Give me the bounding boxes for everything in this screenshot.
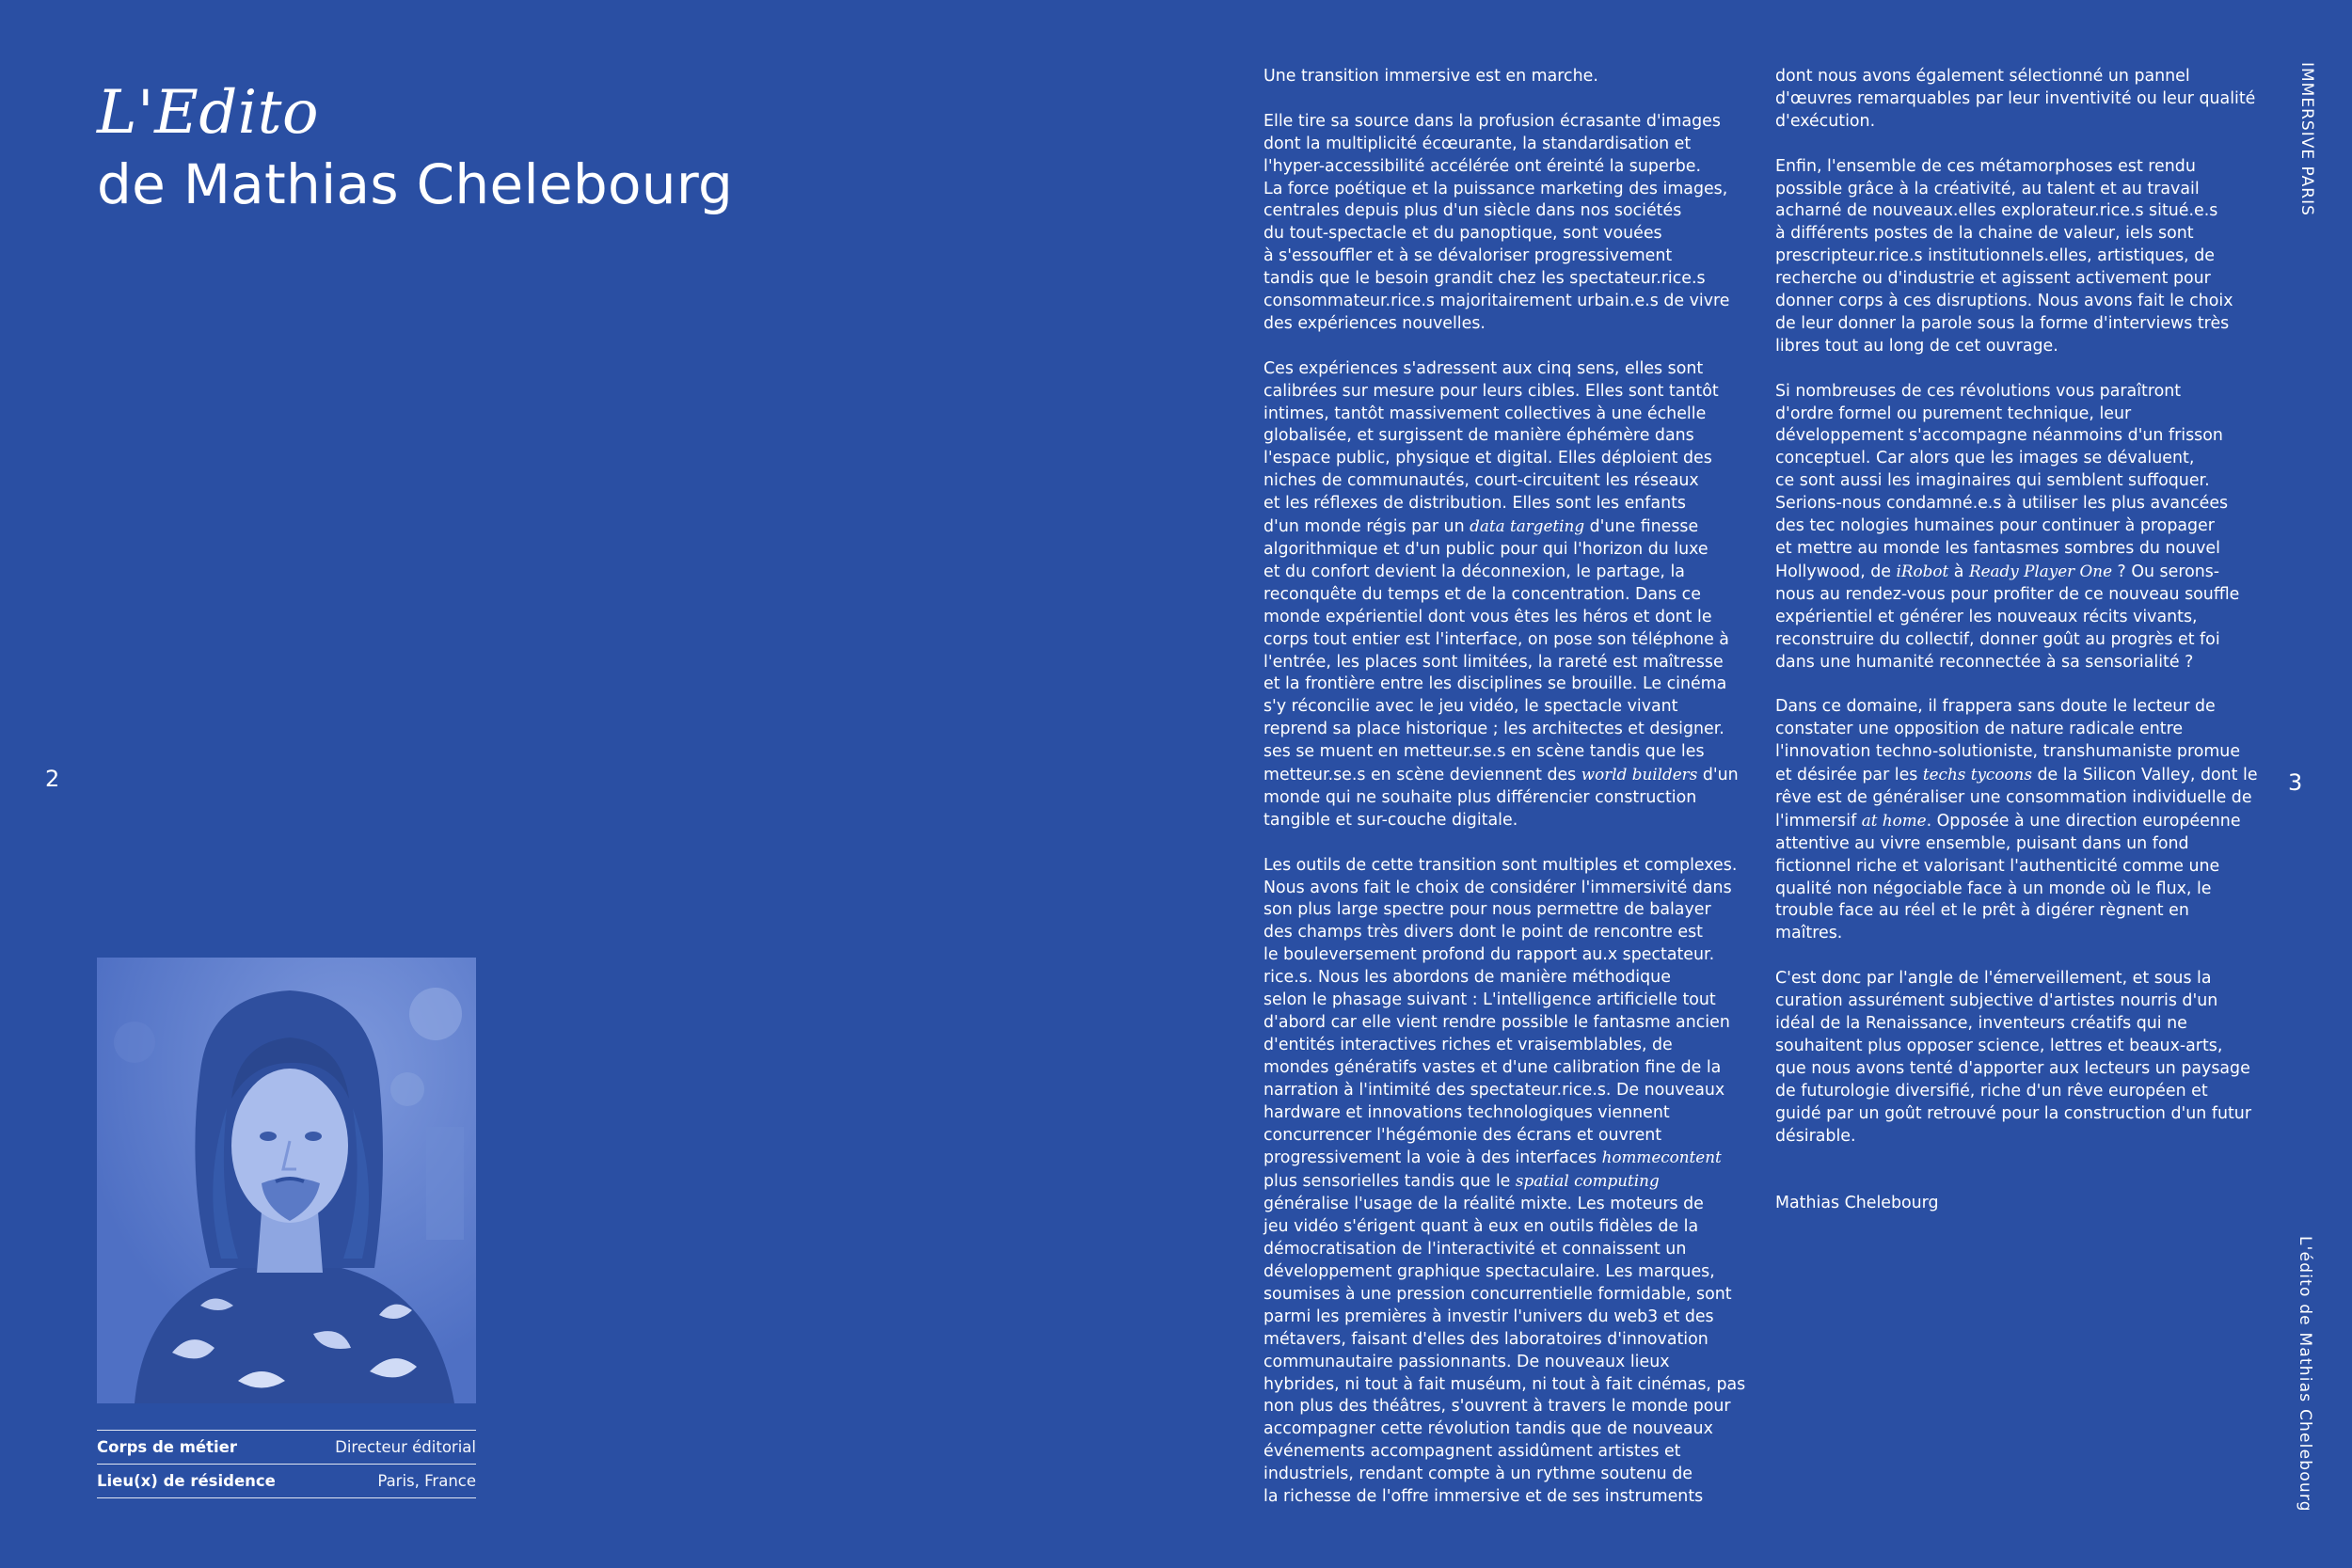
side-label-section: L'édito de Mathias Chelebourg <box>2296 1236 2314 1513</box>
text-line: des expériences nouvelles. <box>1263 313 1486 333</box>
text-line: possible grâce à la créativité, au talent et au travail <box>1775 179 2200 198</box>
paragraph <box>1775 66 2255 134</box>
info-row-profession <box>97 1430 476 1464</box>
text-line: et désirée par les techs tycoons de la Silicon Valley, dont le <box>1775 765 2258 785</box>
text-line: que nous avons tenté d'apporter aux lecteurs un paysage <box>1775 1058 2250 1078</box>
paragraph <box>1775 156 2255 358</box>
italic-term: Ready Player One <box>1968 561 2113 580</box>
text-line: dans une humanité reconnectée à sa sensorialité ? <box>1775 652 2194 672</box>
text-line: l'entrée, les places sont limitées, la rareté est maîtresse <box>1263 652 1724 672</box>
text-line: soumises à une pression concurrentielle formidable, sont <box>1263 1284 1732 1304</box>
text-line: globalisée, et surgissent de manière éphémère dans <box>1263 426 1694 446</box>
text-line: événements accompagnent assidûment artistes et <box>1263 1442 1681 1462</box>
text-line: trouble face au réel et le prêt à digérer règnent en <box>1775 901 2189 921</box>
text-line: maîtres. <box>1775 924 1843 943</box>
text-line: centrales depuis plus d'un siècle dans nos sociétés <box>1263 201 1682 221</box>
text-line: algorithmique et d'un public pour qui l'horizon du luxe <box>1263 540 1708 559</box>
text-line: développement graphique spectaculaire. Les marques, <box>1263 1261 1715 1281</box>
paragraph <box>1775 381 2255 674</box>
title-italic-line: L'Edito <box>97 78 319 148</box>
paragraph <box>1263 111 1743 336</box>
title-author-line: de Mathias Chelebourg <box>97 152 734 216</box>
text-line: reconquête du temps et de la concentration. Dans ce <box>1263 584 1701 604</box>
text-line: Enfin, l'ensemble de ces métamorphoses est rendu <box>1775 156 2196 176</box>
text-line: souhaitent plus opposer science, lettres et beaux-arts, <box>1775 1036 2223 1055</box>
text-line: d'exécution. <box>1775 111 1876 131</box>
text-line: prescripteur.rice.s institutionnels.elles, artistiques, de <box>1775 246 2215 266</box>
text-line: généralise l'usage de la réalité mixte. Les moteurs de <box>1263 1195 1704 1214</box>
text-line: consommateur.rice.s majoritairement urbain.e.s de vivre <box>1263 292 1730 311</box>
text-line: tangible et sur-couche digitale. <box>1263 810 1518 830</box>
text-line: reconstruire du collectif, donner goût au progrès et foi <box>1775 629 2220 649</box>
text-line: acharné de nouveaux.elles explorateur.rice.s situé.e.s <box>1775 201 2218 221</box>
text-line: de futurologie diversifié, riche d'un rêve européen et <box>1775 1081 2208 1101</box>
info-value: Paris, France <box>377 1472 476 1490</box>
page-number-left: 2 <box>45 766 60 792</box>
paragraph <box>1263 358 1743 832</box>
editorial-title <box>97 77 944 220</box>
text-line: Nous avons fait le choix de considérer l'immersivité dans <box>1263 878 1732 897</box>
text-line: à s'essouffler et à se dévaloriser progressivement <box>1263 246 1673 266</box>
text-line: Dans ce domaine, il frappera sans doute le lecteur de <box>1775 697 2216 717</box>
text-line: d'un monde régis par un data targeting d'une finesse <box>1263 516 1699 537</box>
text-line: niches de communautés, court-circuitent les réseaux <box>1263 471 1699 491</box>
text-line: d'ordre formel ou purement technique, leur <box>1775 404 2132 423</box>
text-line: ce sont aussi les imaginaires qui semblent suffoquer. <box>1775 471 2210 491</box>
text-line: Une transition immersive est en marche. <box>1263 67 1598 86</box>
text-line: Les outils de cette transition sont multiples et complexes. <box>1263 855 1738 875</box>
paragraph <box>1263 66 1743 88</box>
italic-term: at home <box>1861 810 1927 830</box>
paragraph <box>1775 696 2258 945</box>
text-line: d'œuvres remarquables par leur inventivité ou leur qualité <box>1775 88 2256 108</box>
text-line: concurrencer l'hégémonie des écrans et ouvrent <box>1263 1125 1662 1145</box>
text-line: Si nombreuses de ces révolutions vous paraîtront <box>1775 381 2182 401</box>
text-line: monde qui ne souhaite plus différencier construction <box>1263 787 1697 807</box>
text-line: C'est donc par l'angle de l'émerveillement, et sous la <box>1775 969 2212 989</box>
text-line: jeu vidéo s'érigent quant à eux en outils fidèles de la <box>1263 1217 1699 1237</box>
text-line: selon le phasage suivant : L'intelligence artificielle tout <box>1263 990 1716 1010</box>
info-row-residence <box>97 1464 476 1498</box>
text-line: dont la multiplicité écœurante, la standardisation et <box>1263 134 1692 153</box>
text-column-2 <box>1775 66 2258 1238</box>
text-column-1 <box>1263 66 1746 1531</box>
italic-term: techs tycoons <box>1922 765 2032 784</box>
text-line: parmi les premières à investir l'univers du web3 et des <box>1263 1307 1714 1326</box>
text-line: démocratisation de l'interactivité et connaissent un <box>1263 1240 1687 1259</box>
text-line: conceptuel. Car alors que les images se dévaluent, <box>1775 449 2195 468</box>
text-line: du tout-spectacle et du panoptique, sont vouées <box>1263 224 1662 244</box>
text-line: à différents postes de la chaine de valeur, iels sont <box>1775 224 2194 244</box>
author-info-table <box>97 1430 476 1498</box>
text-line: metteur.se.s en scène deviennent des world builders d'un <box>1263 765 1739 785</box>
text-line: Elle tire sa source dans la profusion écrasante d'images <box>1263 111 1721 131</box>
text-line: d'entités interactives riches et vraisemblables, de <box>1263 1035 1673 1054</box>
text-line: constater une opposition de nature radicale entre <box>1775 720 2184 739</box>
page-number-right: 3 <box>2288 769 2303 796</box>
paragraph <box>1775 968 2255 1148</box>
text-line: métavers, faisant d'elles des laboratoires d'innovation <box>1263 1329 1708 1349</box>
text-line: accompagner cette révolution tandis que de nouveaux <box>1263 1419 1713 1439</box>
text-line: l'innovation techno-solutioniste, transhumaniste promue <box>1775 742 2241 762</box>
text-line: curation assurément subjective d'artistes nourris d'un <box>1775 991 2218 1011</box>
side-label-publication: IMMERSIVE PARIS <box>2297 62 2316 216</box>
text-line: mondes génératifs vastes et d'une calibration fine de la <box>1263 1057 1722 1077</box>
text-line: de leur donner la parole sous la forme d'interviews très <box>1775 313 2230 333</box>
author-portrait <box>97 958 476 1403</box>
text-line: industriels, rendant compte à un rythme soutenu de <box>1263 1465 1692 1484</box>
text-line: d'abord car elle vient rendre possible le fantasme ancien <box>1263 1013 1730 1033</box>
text-line: narration à l'intimité des spectateur.rice.s. De nouveaux <box>1263 1080 1725 1100</box>
text-line: attentive au vivre ensemble, puisant dans un fond <box>1775 833 2189 853</box>
info-label: Lieu(x) de résidence <box>97 1472 276 1490</box>
info-label: Corps de métier <box>97 1438 237 1456</box>
text-line: désirable. <box>1775 1126 1856 1146</box>
text-line: des champs très divers dont le point de rencontre est <box>1263 923 1703 942</box>
text-line: donner corps à ces disruptions. Nous avons fait le choix <box>1775 292 2233 311</box>
portrait-illustration <box>97 958 476 1403</box>
text-line: progressivement la voie à des interfaces hommecontent <box>1263 1148 1722 1168</box>
text-line: libres tout au long de cet ouvrage. <box>1775 336 2058 356</box>
text-line: hybrides, ni tout à fait muséum, ni tout à fait cinémas, pas <box>1263 1374 1746 1394</box>
text-line: son plus large spectre pour nous permettre de balayer <box>1263 900 1711 920</box>
text-line: l'espace public, physique et digital. Elles déploient des <box>1263 449 1712 468</box>
italic-term: spatial computing <box>1515 1171 1660 1191</box>
text-line: Serions-nous condamné.e.s à utiliser les plus avancées <box>1775 494 2229 514</box>
text-line: La force poétique et la puissance marketing des images, <box>1263 179 1728 198</box>
text-line: monde expérientiel dont vous êtes les héros et dont le <box>1263 607 1712 626</box>
text-line: et du confort devient la déconnexion, le partage, la <box>1263 562 1685 581</box>
text-line: et les réflexes de distribution. Elles sont les enfants <box>1263 494 1686 514</box>
text-line: calibrées sur mesure pour leurs cibles. Elles sont tantôt <box>1263 381 1719 401</box>
text-line: s'y réconcilie avec le jeu vidéo, le spectacle vivant <box>1263 697 1678 717</box>
text-line: des tec nologies humaines pour continuer à propager <box>1775 516 2215 536</box>
text-line: reprend sa place historique ; les architectes et designer. <box>1263 720 1724 739</box>
text-line: Ces expériences s'adressent aux cinq sens, elles sont <box>1263 358 1704 378</box>
italic-term: iRobot <box>1896 561 1949 580</box>
text-line: fictionnel riche et valorisant l'authenticité comme une <box>1775 856 2220 876</box>
text-line: recherche ou d'industrie et agissent activement pour <box>1775 269 2211 289</box>
italic-term: world builders <box>1581 765 1698 784</box>
text-line: expérientiel et générer les nouveaux récits vivants, <box>1775 607 2198 626</box>
info-value: Directeur éditorial <box>335 1438 476 1456</box>
text-line: hardware et innovations technologiques viennent <box>1263 1102 1670 1122</box>
text-line: l'immersif at home. Opposée à une direction européenne <box>1775 810 2241 831</box>
text-line: guidé par un goût retrouvé pour la construction d'un futur <box>1775 1103 2251 1123</box>
text-line: idéal de la Renaissance, inventeurs créatifs qui ne <box>1775 1014 2187 1033</box>
text-line: communautaire passionnants. De nouveaux lieux <box>1263 1352 1670 1371</box>
text-line: l'hyper-accessibilité accélérée ont éreinté la superbe. <box>1263 156 1702 176</box>
text-line: tandis que le besoin grandit chez les spectateur.rice.s <box>1263 269 1706 289</box>
text-line: la richesse de l'offre immersive et de ses instruments <box>1263 1487 1704 1507</box>
author-signature: Mathias Chelebourg <box>1775 1194 1939 1213</box>
text-line: ses se muent en metteur.se.s en scène tandis que les <box>1263 742 1705 762</box>
italic-term: data targeting <box>1470 516 1585 536</box>
text-line: dont nous avons également sélectionné un pannel <box>1775 67 2190 86</box>
text-line: rice.s. Nous les abordons de manière méthodique <box>1263 968 1671 988</box>
paragraph <box>1263 855 1746 1509</box>
italic-term: hommecontent <box>1601 1148 1722 1167</box>
text-line: rêve est de généraliser une consommation individuelle de <box>1775 787 2252 807</box>
text-line: le bouleversement profond du rapport au.x spectateur. <box>1263 945 1715 965</box>
text-line: plus sensorielles tandis que le spatial computing <box>1263 1171 1660 1192</box>
text-line: intimes, tantôt massivement collectives à une échelle <box>1263 404 1707 423</box>
text-line: et mettre au monde les fantasmes sombres du nouvel <box>1775 539 2220 558</box>
text-line: Hollywood, de iRobot à Ready Player One ? Ou serons- <box>1775 561 2220 581</box>
text-line: corps tout entier est l'interface, on pose son téléphone à <box>1263 629 1729 649</box>
text-line: développement s'accompagne néanmoins d'un frisson <box>1775 426 2223 446</box>
text-line: qualité non négociable face à un monde où le flux, le <box>1775 879 2212 898</box>
text-line: non plus des théâtres, s'ouvrent à travers le monde pour <box>1263 1397 1731 1417</box>
text-line: nous au rendez-vous pour profiter de ce nouveau souffle <box>1775 584 2240 604</box>
text-line: et la frontière entre les disciplines se brouille. Le cinéma <box>1263 674 1727 694</box>
